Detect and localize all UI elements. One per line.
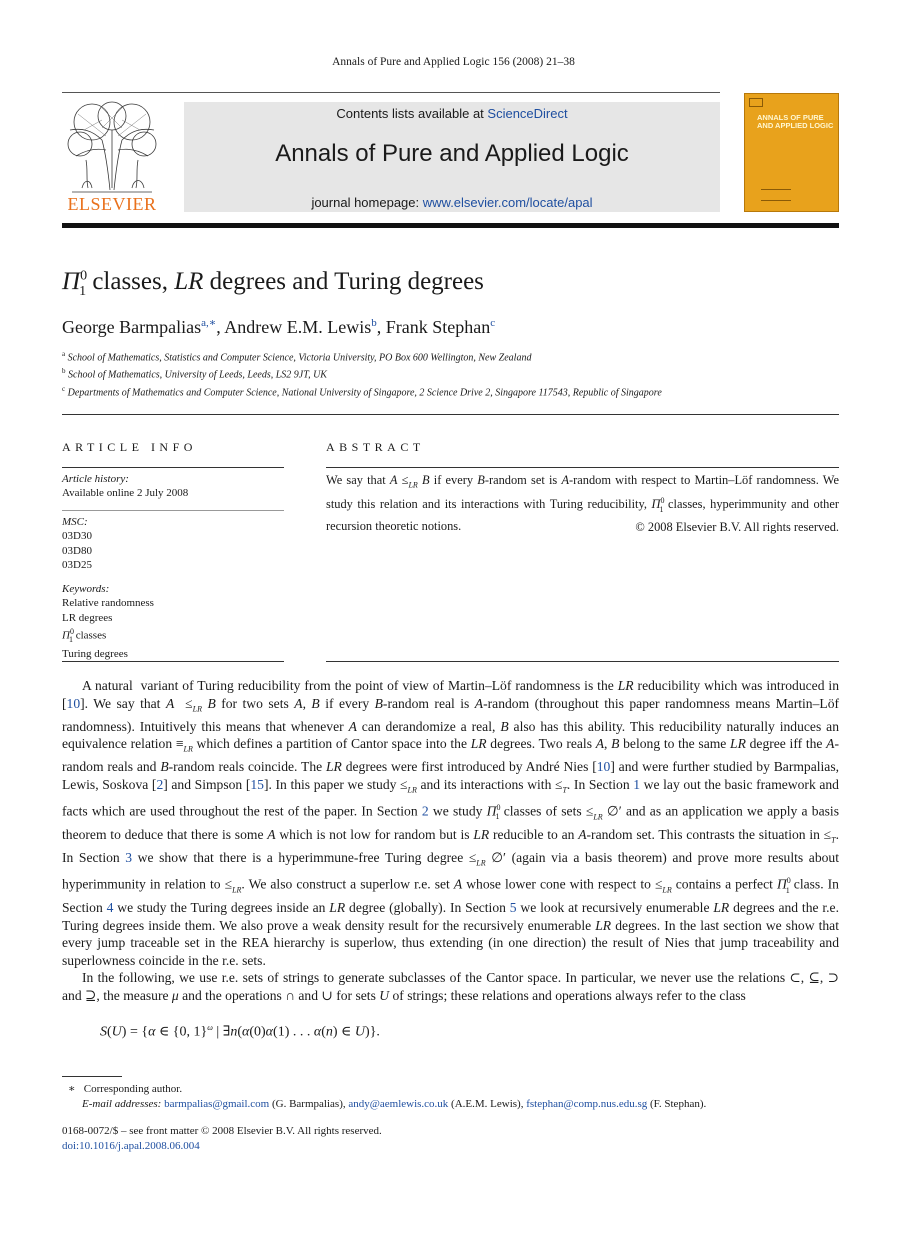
author-list: George Barmpalias$^{a,∗}$, Andrew E.M. Lewis$^b$, Frank Stephan$^c$	[62, 317, 496, 337]
msc-code: 03D25	[62, 559, 92, 572]
header-rule-thick	[62, 223, 839, 228]
affiliation	[62, 385, 662, 398]
affiliation	[62, 367, 327, 380]
info-rule	[62, 467, 284, 468]
article-info-heading: ARTICLE INFO	[62, 440, 197, 454]
email-owner: (G. Barmpalias),	[271, 1098, 346, 1110]
abstract-text: We say that $A \le_{LR}$ B if every B-random set is A-random with respect to Martin–Löf randomness. We study this relation and its interactions with Turing reducibility, $\Pi^0_1$ classes, hyperimmunity and other recursion theoretic notions.	[326, 473, 839, 534]
article-title	[62, 268, 484, 300]
msc-codes	[62, 515, 284, 573]
footnote-rule	[62, 1076, 122, 1077]
homepage-link[interactable]: www.elsevier.com/locate/apal	[422, 195, 593, 210]
keyword: $\Pi^0_1$ classes	[62, 627, 107, 645]
keyword: LR degrees	[62, 611, 113, 624]
homepage-prefix: journal homepage:	[311, 195, 423, 210]
cover-logo-icon	[749, 98, 763, 107]
affiliation-mark: c	[62, 385, 66, 393]
author-mark[interactable]: c	[490, 317, 496, 329]
article-history	[62, 472, 284, 501]
sciencedirect-link[interactable]: ScienceDirect	[487, 106, 568, 121]
history-value: Available online 2 July 2008	[62, 487, 189, 500]
msc-code: 03D30	[62, 530, 92, 543]
title-part-2: degrees and Turing degrees	[203, 268, 484, 295]
doi-link[interactable]: doi:10.1016/j.apal.2008.06.004	[62, 1140, 200, 1152]
email-footnote	[82, 1098, 706, 1110]
abstract-rule	[326, 467, 839, 468]
keywords-label: Keywords:	[62, 583, 110, 595]
title-sup: 0	[80, 268, 88, 284]
equation: S(U) = {α ∈ {0, 1}$^\omega$ | ∃n(α(0)α(1) . . . α(n) ∈ U)}.	[100, 1023, 380, 1040]
keyword: Relative randomness	[62, 597, 154, 610]
email-owner: (A.E.M. Lewis),	[451, 1098, 524, 1110]
keyword: Turing degrees	[62, 648, 128, 661]
email-link[interactable]: andy@aemlewis.co.uk	[348, 1098, 449, 1110]
corresponding-author-note	[68, 1082, 182, 1095]
keyword-text: classes	[75, 629, 107, 642]
author-name: George Barmpalias	[62, 317, 202, 337]
footnote-mark: ∗	[68, 1083, 76, 1095]
paragraph: In the following, we use r.e. sets of strings to generate subclasses of the Cantor space. In particular, we never use the relations ⊂, ⊆, ⊃ and ⊇, the measure μ and the operations ∩ and ∪ for sets U of strings; these relations and operations always refer to the class	[62, 970, 839, 1003]
contents-prefix: Contents lists available at	[336, 106, 488, 121]
elsevier-wordmark: ELSEVIER	[67, 194, 157, 214]
cover-title: ANNALS OF PURE AND APPLIED LOGIC	[757, 113, 834, 130]
msc-label: MSC:	[62, 516, 88, 528]
author-name: Frank Stephan	[385, 317, 491, 337]
title-sub: 1	[79, 284, 87, 299]
author-name: Andrew E.M. Lewis	[224, 317, 372, 337]
title-lr: LR	[174, 268, 204, 295]
email-link[interactable]: fstephan@comp.nus.edu.sg	[526, 1098, 648, 1110]
cover-decoration-icon	[761, 189, 791, 201]
history-label: Article history:	[62, 473, 129, 485]
homepage-line	[184, 195, 720, 210]
affiliation	[62, 350, 531, 363]
contents-line	[184, 106, 720, 121]
running-head: Annals of Pure and Applied Logic 156 (2008) 21–38	[332, 56, 575, 68]
issn-line: 0168-0072/$ – see front matter © 2008 Elsevier B.V. All rights reserved.	[62, 1125, 382, 1137]
title-pi-symbol: Π	[62, 268, 81, 295]
affiliation-text: School of Mathematics, Statistics and Computer Science, Victoria University, PO Box 600 Wellington, New Zealand	[67, 352, 532, 364]
journal-title: Annals of Pure and Applied Logic	[275, 140, 629, 167]
email-owner: (F. Stephan).	[649, 1098, 707, 1110]
info-divider	[62, 510, 284, 511]
footnote-text: Corresponding author.	[83, 1083, 183, 1095]
keywords	[62, 582, 284, 662]
abstract-copyright: © 2008 Elsevier B.V. All rights reserved.	[635, 520, 839, 534]
email-label: E-mail addresses:	[82, 1098, 162, 1110]
affiliation-text: School of Mathematics, University of Leeds, Leeds, LS2 9JT, UK	[68, 369, 327, 381]
title-part-1: classes,	[86, 268, 175, 295]
body-text	[62, 677, 839, 1004]
email-link[interactable]: barmpalias@gmail.com	[164, 1098, 270, 1110]
msc-code: 03D80	[62, 544, 92, 557]
affiliation-mark: a	[62, 350, 66, 358]
header-rule	[62, 92, 720, 93]
section-rule	[62, 414, 839, 415]
info-rule-end	[62, 661, 284, 662]
paragraph: A natural variant of Turing reducibility from the point of view of Martin–Löf randomness is the LR reducibility which was introduced in [10]. We say that $A \le_{LR}$ B for two sets A, B if every B-random real is A-random (throughout this paper randomness means Martin–Löf randomness). Intuitively this means that whenever A can derandomize a real, B also has this ability. This reducibility naturally induces an equivalence relation $\equiv_{LR}$ which defines a partition of Cantor space into the LR degrees. Two reals A, B belong to the same LR degree iff the A-random reals and B-random reals coincide. The LR degrees were first introduced by André Nies [10] and were further studied by Barmpalias, Lewis, Soskova [2] and Simpson [15]. In this paper we study $\le_{LR}$ and its interactions with $\le_T$. In Section 1 we lay out the basic framework and facts which are used throughout the rest of the paper. In Section 2 we study $\Pi^0_1$ classes of sets $\le_{LR}$ ∅′ and as an application we apply a basis theorem to deduce that there is some A which is not low for random but is LR reducible to an A-random set. This contrasts the situation in $\le_T$. In Section 3 we show that there is a hyperimmune-free Turing degree $\le_{LR}$ ∅′ (again via a basis theorem) and prove more results about hyperimmunity in relation to $\le_{LR}$. We also construct a superlow r.e. set A whose lower cone with respect to $\le_{LR}$ contains a perfect $\Pi^0_1$ class. In Section 4 we study the Turing degrees inside an LR degree (globally). In Section 5 we look at recursively enumerable LR degrees and the r.e. Turing degrees inside them. We also prove a weak density result for the recursively enumerable LR degrees. In the last section we show that every jump traceable set in the REA hierarchy is superlow, thus extending (in one direction) the result of Nies that jump traceability and superlowness coincide in the r.e. sets.	[62, 678, 840, 968]
affiliation-mark: b	[62, 367, 66, 375]
author-mark[interactable]: a,∗	[201, 317, 217, 329]
abstract-rule-end	[326, 661, 839, 662]
abstract-heading: ABSTRACT	[326, 440, 425, 454]
journal-cover-thumbnail	[744, 93, 839, 212]
affiliation-text: Departments of Mathematics and Computer Science, National University of Singapore, 2 Science Drive 2, Singapore 117543, Republic of Singapore	[67, 387, 662, 399]
journal-banner	[184, 102, 720, 212]
author-mark[interactable]: b	[371, 317, 377, 329]
